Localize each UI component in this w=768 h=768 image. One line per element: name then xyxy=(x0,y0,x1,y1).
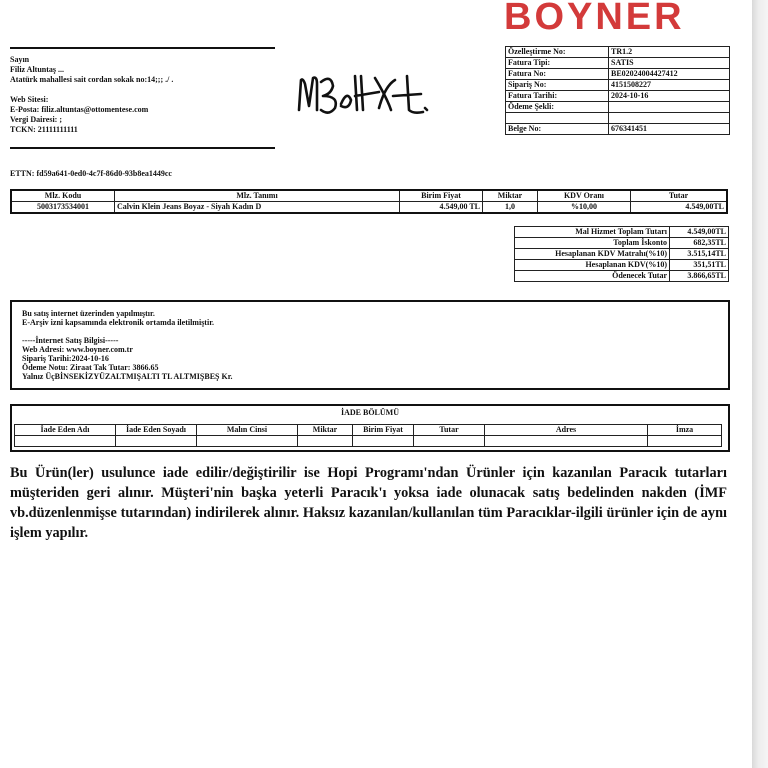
info-line-earsiv: E-Arşiv izni kapsamında elektronik ortamda iletilmiştir. xyxy=(22,318,215,327)
customer-block xyxy=(10,55,173,135)
page-edge xyxy=(752,0,768,768)
totals-row xyxy=(515,260,729,271)
return-col-name: İade Eden Adı xyxy=(15,425,116,436)
info-order-date: Sipariş Tarihi:2024-10-16 xyxy=(22,354,109,363)
totals-table xyxy=(514,226,729,282)
meta-row xyxy=(506,69,730,80)
return-col-quantity: Miktar xyxy=(298,425,353,436)
meta-row xyxy=(506,124,730,135)
brand-logo: BOYNER xyxy=(504,0,685,38)
col-quantity: Miktar xyxy=(483,190,538,202)
totals-value: 4.549,00TL xyxy=(670,227,729,238)
return-col-signature: İmza xyxy=(648,425,722,436)
meta-value: BE02024004427412 xyxy=(609,69,730,80)
totals-row xyxy=(515,238,729,249)
meta-value xyxy=(609,113,730,124)
item-total: 4.549,00TL xyxy=(631,202,728,214)
return-header-row xyxy=(15,425,722,436)
return-section-title: İADE BÖLÜMÜ xyxy=(340,408,399,417)
return-table xyxy=(14,424,722,447)
items-table xyxy=(10,189,728,214)
totals-row xyxy=(515,249,729,260)
info-payment-note: Ödeme Notu: Ziraat Tak Tutar: 3866.65 xyxy=(22,363,159,372)
customer-tckn: TCKN: 21111111111 xyxy=(10,125,78,134)
sales-info-box xyxy=(10,300,730,390)
meta-row xyxy=(506,102,730,113)
totals-value: 682,35TL xyxy=(670,238,729,249)
meta-value: SATIS xyxy=(609,58,730,69)
meta-row xyxy=(506,47,730,58)
meta-key xyxy=(506,113,609,124)
return-col-goods: Malın Cinsi xyxy=(197,425,298,436)
totals-label: Hesaplanan KDV Matrahı(%10) xyxy=(515,249,670,260)
totals-value: 3.866,65TL xyxy=(670,271,729,282)
return-col-unit-price: Birim Fiyat xyxy=(353,425,414,436)
totals-value: 351,51TL xyxy=(670,260,729,271)
meta-key: Fatura No: xyxy=(506,69,609,80)
return-col-address: Adres xyxy=(485,425,648,436)
meta-key: Ödeme Şekli: xyxy=(506,102,609,113)
item-code: 5003173534001 xyxy=(11,202,115,214)
info-amount-in-words: Yalnız ÜçBİNSEKİZYÜZALTMIŞALTI TL ALTMIŞBEŞ Kr. xyxy=(22,372,233,381)
customer-address: Atatürk mahallesi sait cordan sokak no:14;;; ./ . xyxy=(10,75,174,84)
item-description: Calvin Klein Jeans Boyaz - Siyah Kadın D xyxy=(115,202,400,214)
customer-name: Filiz Altuntaş ... xyxy=(10,65,65,74)
items-header-row xyxy=(11,190,727,202)
meta-value: TR1.2 xyxy=(609,47,730,58)
info-line-internet: Bu satış internet üzerinden yapılmıştır. xyxy=(22,309,155,318)
col-material-code: Mlz. Kodu xyxy=(11,190,115,202)
customer-email: E-Posta: filiz.altuntas@ottomentese.com xyxy=(10,105,149,114)
totals-row xyxy=(515,271,729,282)
meta-value: 676341451 xyxy=(609,124,730,135)
salutation: Sayın xyxy=(10,55,30,64)
customer-bottom-rule xyxy=(10,147,275,149)
totals-label: Hesaplanan KDV(%10) xyxy=(515,260,670,271)
meta-row xyxy=(506,113,730,124)
totals-value: 3.515,14TL xyxy=(670,249,729,260)
col-unit-price: Birim Fiyat xyxy=(400,190,483,202)
return-col-total: Tutar xyxy=(414,425,485,436)
totals-label: Mal Hizmet Toplam Tutarı xyxy=(515,227,670,238)
meta-key: Fatura Tipi: xyxy=(506,58,609,69)
meta-key: Sipariş No: xyxy=(506,80,609,91)
return-policy-notice: Bu Ürün(ler) usulunce iade edilir/değiştirilir ise Hopi Programı'ndan Ürünler için kazanılan Paracık tutarları müşteriden geri alınır. Müşteri'nin başka yeterli Paracık'ı yoksa iade olunacak satış bedelinden nakden (İMF vb.düzenlenmişse tutarından) indirilerek alınır. Haksız kazanılan/kullanılan tüm Paracıklar-ilgili ürünler için de aynı işlem yapılır. xyxy=(10,465,727,541)
meta-row xyxy=(506,91,730,102)
totals-row xyxy=(515,227,729,238)
totals-label: Toplam İskonto xyxy=(515,238,670,249)
customer-top-rule xyxy=(10,47,275,49)
meta-row xyxy=(506,58,730,69)
col-vat-rate: KDV Oranı xyxy=(538,190,631,202)
return-col-surname: İade Eden Soyadı xyxy=(116,425,197,436)
meta-key: Özelleştirme No: xyxy=(506,47,609,58)
meta-row xyxy=(506,80,730,91)
totals-label: Ödenecek Tutar xyxy=(515,271,670,282)
meta-key: Fatura Tarihi: xyxy=(506,91,609,102)
col-material-description: Mlz. Tanımı xyxy=(115,190,400,202)
ettn: ETTN: fd59a641-0ed0-4c7f-86d0-93b8ea1449cc xyxy=(10,169,172,178)
item-quantity: 1,0 xyxy=(483,202,538,214)
return-section xyxy=(10,404,730,452)
signature-image xyxy=(295,70,435,130)
invoice-meta-table xyxy=(505,46,730,135)
meta-value: 4151508227 xyxy=(609,80,730,91)
info-web-address: Web Adresi: www.boyner.com.tr xyxy=(22,345,133,354)
col-total: Tutar xyxy=(631,190,728,202)
meta-key: Belge No: xyxy=(506,124,609,135)
customer-tax-office: Vergi Dairesi: ; xyxy=(10,115,62,124)
item-vat-rate: %10,00 xyxy=(538,202,631,214)
customer-website: Web Sitesi: xyxy=(10,95,49,104)
meta-value: 2024-10-16 xyxy=(609,91,730,102)
table-row xyxy=(11,202,727,214)
return-empty-row xyxy=(15,436,722,447)
info-heading: -----İnternet Satış Bilgisi----- xyxy=(22,336,119,345)
item-unit-price: 4.549,00 TL xyxy=(400,202,483,214)
meta-value xyxy=(609,102,730,113)
